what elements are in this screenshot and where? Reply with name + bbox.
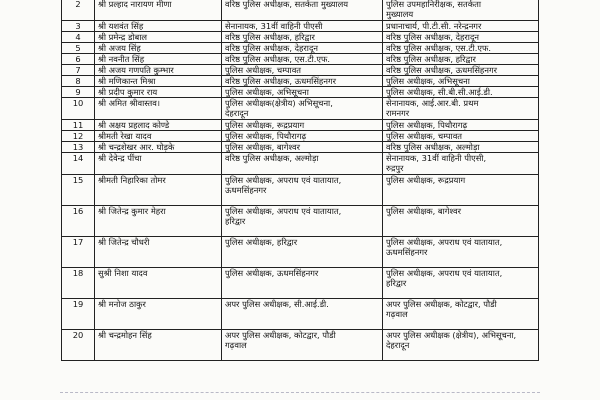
new-posting: वरिष्ठ पुलिस अधीक्षक, एस.टी.एफ. (383, 43, 539, 54)
new-posting: सेनानायक, 31वीं वाहिनी पीएसी, रुद्रपुर (383, 153, 539, 175)
table-row (62, 131, 539, 142)
new-posting: वरिष्ठ पुलिस अधीक्षक, अल्मोड़ा (383, 142, 539, 153)
current-posting: वरिष्ठ पुलिस अधीक्षक, एस.टी.एफ. (222, 54, 383, 65)
officer-name: श्री अक्षय प्रहलाद कोण्डे (95, 120, 222, 131)
officer-name: श्री चन्द्रशेखर आर. घोड़के (95, 142, 222, 153)
new-posting: सेनानायक, आई.आर.बी. प्रथम रामनगर (383, 98, 539, 120)
current-posting: वरिष्ठ पुलिस अधीक्षक, अल्मोड़ा (222, 153, 383, 175)
officer-name: श्री जितेन्द्र चौधरी (95, 237, 222, 268)
new-posting: पुलिस अधीक्षक, बागेश्वर (383, 206, 539, 237)
current-posting: पुलिस अधीक्षक(क्षेत्रीय) अभिसूचना, देहरादून (222, 98, 383, 120)
row-number: 16 (62, 206, 95, 237)
row-number: 15 (62, 175, 95, 206)
officer-name: श्री जितेन्द्र कुमार मेहरा (95, 206, 222, 237)
table-row (62, 43, 539, 54)
table-row (62, 54, 539, 65)
row-number: 19 (62, 299, 95, 330)
current-posting: पुलिस अधीक्षक, ऊधमसिंहनगर (222, 268, 383, 299)
row-number: 11 (62, 120, 95, 131)
table-row (62, 32, 539, 43)
new-posting: वरिष्ठ पुलिस अधीक्षक, ऊधमसिंहनगर (383, 65, 539, 76)
new-posting: वरिष्ठ पुलिस अधीक्षक, हरिद्वार (383, 54, 539, 65)
officer-name: श्रीमती रेखा यादव (95, 131, 222, 142)
current-posting: सेनानायक, 31वीं वाहिनी पीएसी (222, 21, 383, 32)
table-row (62, 142, 539, 153)
officer-name: श्री प्रमेन्द्र डोबाल (95, 32, 222, 43)
row-number: 14 (62, 153, 95, 175)
new-posting: अपर पुलिस अधीक्षक, कोटद्वार, पौडी गढ़वाल (383, 299, 539, 330)
current-posting: पुलिस अधीक्षक, चम्पावत (222, 65, 383, 76)
officer-name: श्री प्रदीप कुमार राय (95, 87, 222, 98)
table-row (62, 268, 539, 299)
officer-name: श्री प्रल्हाद नारायण मीणा (95, 0, 222, 21)
current-posting: अपर पुलिस अधीक्षक, सी.आई.डी. (222, 299, 383, 330)
row-number: 9 (62, 87, 95, 98)
officer-name: श्री यशवंत सिंह (95, 21, 222, 32)
current-posting: पुलिस अधीक्षक, पिथौरागढ़ (222, 131, 383, 142)
current-posting: पुलिस अधीक्षक, अपराध एवं यातायात, हरिद्वार (222, 206, 383, 237)
officer-name: श्रीमती निहारिका तोमर (95, 175, 222, 206)
table-row (62, 237, 539, 268)
row-number: 17 (62, 237, 95, 268)
row-number: 20 (62, 330, 95, 361)
current-posting: पुलिस अधीक्षक, बागेश्वर (222, 142, 383, 153)
row-number: 10 (62, 98, 95, 120)
table-row (62, 21, 539, 32)
current-posting: पुलिस अधीक्षक, हरिद्वार (222, 237, 383, 268)
officer-name: सुश्री निशा यादव (95, 268, 222, 299)
new-posting: पुलिस उपमहानिरीक्षक, सतर्कता मुख्यालय (383, 0, 539, 21)
officer-name: श्री नवनीत सिंह (95, 54, 222, 65)
current-posting: वरिष्ठ पुलिस अधीक्षक, हरिद्वार (222, 32, 383, 43)
new-posting: पुलिस अधीक्षक, रूद्रप्रयाग (383, 175, 539, 206)
row-number: 3 (62, 21, 95, 32)
table-row (62, 153, 539, 175)
row-number: 13 (62, 142, 95, 153)
officer-name: श्री देवेन्द्र पींचा (95, 153, 222, 175)
officer-name: श्री अजय सिंह (95, 43, 222, 54)
row-number: 4 (62, 32, 95, 43)
new-posting: अपर पुलिस अधीक्षक (क्षेत्रीय), अभिसूचना, देहरादून (383, 330, 539, 361)
row-number: 8 (62, 76, 95, 87)
new-posting: पुलिस अधीक्षक, पिथौरागढ़ (383, 120, 539, 131)
row-number: 7 (62, 65, 95, 76)
officer-name: श्री अजय गणपति कुम्भार (95, 65, 222, 76)
current-posting: वरिष्ठ पुलिस अधीक्षक, ऊधमसिंहनगर (222, 76, 383, 87)
officer-name: श्री मनोज ठाकुर (95, 299, 222, 330)
table-row (62, 175, 539, 206)
table-row (62, 98, 539, 120)
new-posting: पुलिस अधीक्षक, अभिसूचना (383, 76, 539, 87)
row-number: 18 (62, 268, 95, 299)
table-row (62, 120, 539, 131)
new-posting: वरिष्ठ पुलिस अधीक्षक, देहरादून (383, 32, 539, 43)
table-row (62, 76, 539, 87)
new-posting: पुलिस अधीक्षक, चम्पावत (383, 131, 539, 142)
row-number: 6 (62, 54, 95, 65)
officer-name: श्री चन्द्रमोहन सिंह (95, 330, 222, 361)
current-posting: अपर पुलिस अधीक्षक, कोटद्वार, पौडी गढ़वाल (222, 330, 383, 361)
row-number: 12 (62, 131, 95, 142)
table-row (62, 87, 539, 98)
new-posting: प्रधानाचार्य, पी.टी.सी. नरेन्द्रनगर (383, 21, 539, 32)
new-posting: पुलिस अधीक्षक, सी.बी.सी.आई.डी. (383, 87, 539, 98)
row-number: 2 (62, 0, 95, 21)
current-posting: वरिष्ठ पुलिस अधीक्षक, सतर्कता मुख्यालय (222, 0, 383, 21)
officer-name: श्री मणिकान्त मिश्रा (95, 76, 222, 87)
page-bottom-edge (60, 392, 540, 394)
table-row (62, 206, 539, 237)
row-number: 5 (62, 43, 95, 54)
table-row (62, 65, 539, 76)
current-posting: वरिष्ठ पुलिस अधीक्षक, देहरादून (222, 43, 383, 54)
new-posting: पुलिस अधीक्षक, अपराध एवं यातायात, हरिद्वार (383, 268, 539, 299)
transfer-table (61, 0, 539, 361)
table-row (62, 299, 539, 330)
table-row (62, 0, 539, 21)
table-row (62, 330, 539, 361)
current-posting: पुलिस अधीक्षक, अपराध एवं यातायात, ऊधमसिंहनगर (222, 175, 383, 206)
current-posting: पुलिस अधीक्षक, अभिसूचना (222, 87, 383, 98)
officer-name: श्री अमित श्रीवास्तव। (95, 98, 222, 120)
new-posting: पुलिस अधीक्षक, अपराध एवं यातायात, ऊधमसिंहनगर (383, 237, 539, 268)
current-posting: पुलिस अधीक्षक, रूद्रप्रयाग (222, 120, 383, 131)
